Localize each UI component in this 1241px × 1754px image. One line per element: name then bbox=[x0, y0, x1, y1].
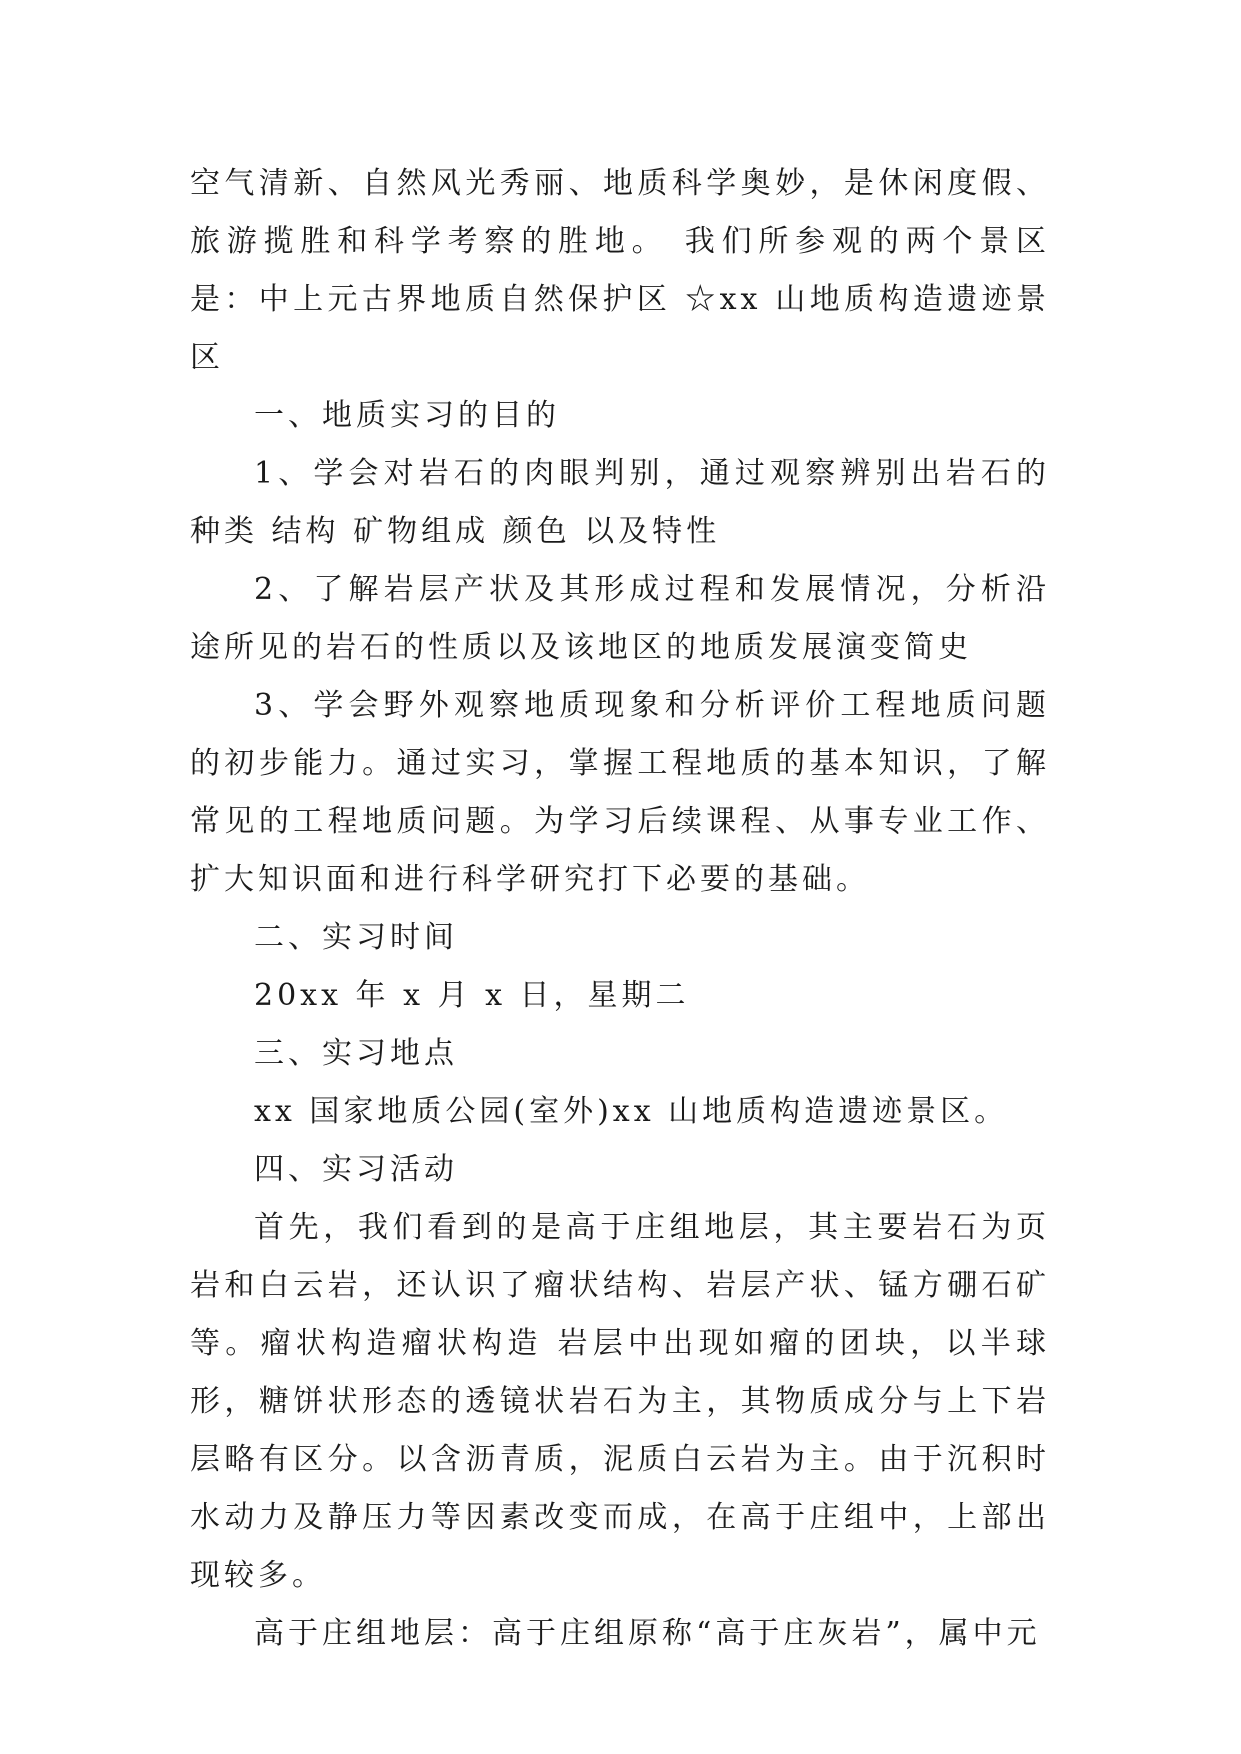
paragraph: 一、地质实习的目的 bbox=[254, 398, 560, 433]
paragraph: 1、学会对岩石的肉眼判别，通过观察辨别出岩石的种类 结构 矿物组成 颜色 以及特性 bbox=[190, 456, 1050, 549]
paragraph: xx 国家地质公园(室外)xx 山地质构造遗迹景区。 bbox=[254, 1094, 1009, 1129]
paragraph: 2、了解岩层产状及其形成过程和发展情况，分析沿途所见的岩石的性质以及该地区的地质发展演变简史 bbox=[190, 572, 1050, 665]
paragraph: 20xx 年 x 月 x 日，星期二 bbox=[254, 978, 690, 1013]
document-body bbox=[190, 155, 1050, 1663]
paragraph: 首先，我们看到的是高于庄组地层，其主要岩石为页岩和白云岩，还认识了瘤状结构、岩层产状、锰方硼石矿等。瘤状构造瘤状构造 岩层中出现如瘤的团块，以半球形，糖饼状形态的透镜状岩石为主，其物质成分与上下岩层略有区分。以含沥青质，泥质白云岩为主。由于沉积时水动力及静压力等因素改变而成，在高于庄组中，上部出现较多。 bbox=[190, 1210, 1050, 1593]
paragraph: 3、学会野外观察地质现象和分析评价工程地质问题的初步能力。通过实习，掌握工程地质的基本知识，了解常见的工程地质问题。为学习后续课程、从事专业工作、扩大知识面和进行科学研究打下必要的基础。 bbox=[190, 688, 1050, 897]
paragraph: 高于庄组地层：高于庄组原称“高于庄灰岩”，属中元 bbox=[254, 1616, 1041, 1651]
paragraph: 空气清新、自然风光秀丽、地质科学奥妙，是休闲度假、旅游揽胜和科学考察的胜地。 我们所参观的两个景区是：中上元古界地质自然保护区 ☆xx 山地质构造遗迹景区 bbox=[190, 166, 1050, 375]
paragraph: 四、实习活动 bbox=[254, 1152, 458, 1187]
paragraph: 三、实习地点 bbox=[254, 1036, 458, 1071]
paragraph: 二、实习时间 bbox=[254, 920, 458, 955]
